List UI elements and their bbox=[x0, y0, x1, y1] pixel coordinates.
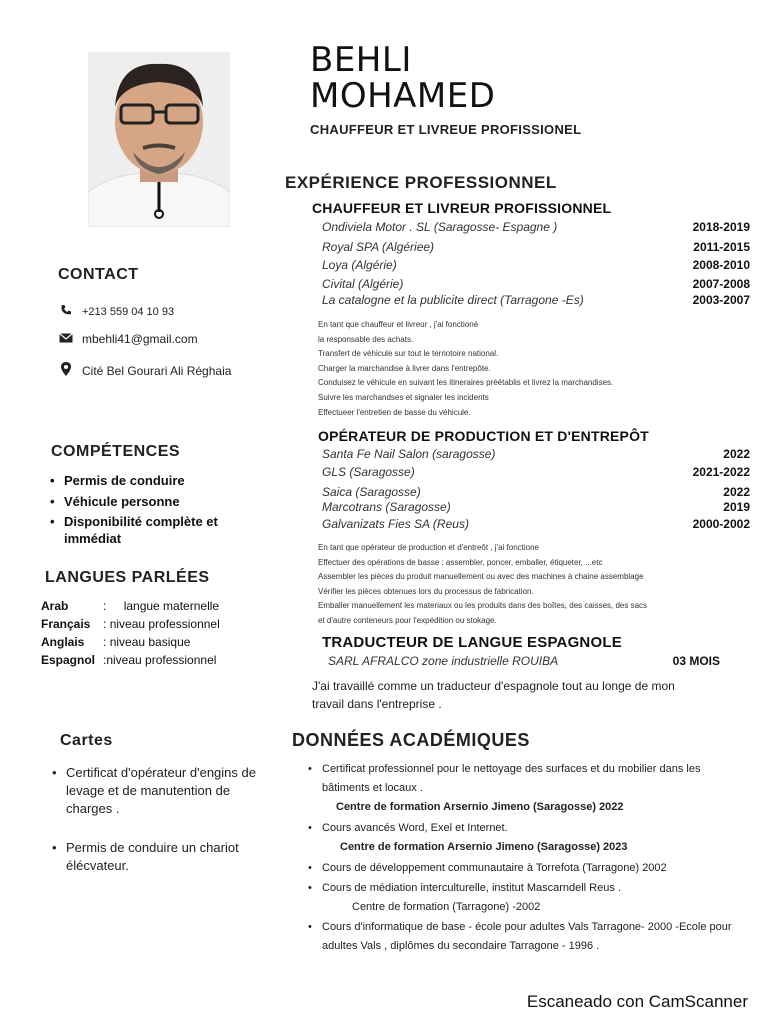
contact-phone bbox=[58, 304, 174, 319]
skill-item: • Disponibilité complète et immédiat bbox=[50, 514, 218, 546]
phone-number[interactable]: +213 559 04 10 93 bbox=[82, 305, 175, 318]
job-title: CHAUFFEUR ET LIVREUE PROFISSIONEL bbox=[310, 122, 582, 137]
skill-item: • Permis de conduire bbox=[50, 473, 185, 488]
job-entry: Ondiviela Motor . SL (Saragosse- Espagne ) 2018-2019 bbox=[322, 220, 750, 234]
phone-icon bbox=[58, 304, 74, 319]
first-name: BEHLI bbox=[310, 40, 412, 80]
job-entry: SARL AFRALCO zone industrielle ROUIBA 03 MOIS bbox=[328, 654, 720, 668]
job-title-operator: OPÉRATEUR DE PRODUCTION ET D'ENTREPÔT bbox=[318, 428, 649, 444]
job-title-translator: TRADUCTEUR DE LANGUE ESPAGNOLE bbox=[322, 634, 622, 651]
academic-item: • Cours d'informatique de base - école pour adultes Vals Tarragone- 2000 -Ecole pour adultes Vals , diplômes du secondaire Tarragone - 1996 . bbox=[308, 921, 732, 952]
email-address[interactable]: mbehli41@gmail.com bbox=[82, 332, 198, 346]
scanner-watermark: Escaneado con CamScanner bbox=[526, 992, 748, 1011]
location-pin-icon bbox=[58, 362, 74, 379]
contact-email bbox=[58, 332, 198, 346]
job-entry: Civital (Algérie) 2007-2008 bbox=[322, 277, 750, 291]
job-entry: Santa Fe Nail Salon (saragosse) 2022 bbox=[322, 447, 750, 461]
contact-address bbox=[58, 362, 231, 379]
address: Cité Bel Gourari Ali Réghaia bbox=[82, 363, 232, 378]
language-row: Anglais : niveau basique bbox=[41, 635, 191, 649]
academic-item: • Cours de médiation interculturelle, institut Mascarndell Reus . Centre de formation (Tarragone) -2002 bbox=[308, 882, 621, 913]
email-icon bbox=[58, 332, 74, 346]
skill-item: • Véhicule personne bbox=[50, 494, 180, 509]
card-item: • Permis de conduire un chariot élécvateur. bbox=[52, 840, 239, 873]
job-entry: Loya (Algérie) 2008-2010 bbox=[322, 258, 750, 272]
language-row: Espagnol :niveau professionnel bbox=[41, 653, 217, 667]
cards-heading: Cartes bbox=[60, 732, 113, 749]
job-description: En tant que opérateur de production et d'entreôt , j'ai fonctione Effectuer des opérations de basse : assembler, poncer, emballer, étiqueter, ...etc Assembler les pièces du produit manuellement ou avec des machines à chaine assemblage Vérifier les pièces obtenues lors du processus de fabrication. Emballer manuellement les materiaux ou les produits dans des boîtes, des caisses, des sacs et d'autre conteneurs pour l'expédition ou stokage. bbox=[318, 543, 648, 625]
card-item: • Certificat d'opérateur d'engins de levage et de manutention de charges . bbox=[52, 765, 256, 816]
job-title-driver: CHAUFFEUR ET LIVREUR PROFISSIONNEL bbox=[312, 200, 612, 216]
job-entry: Galvanizats Fies SA (Reus) 2000-2002 bbox=[322, 517, 750, 531]
language-row: Arab : langue maternelle bbox=[41, 599, 220, 613]
job-entry: Royal SPA (Algériee) 2011-2015 bbox=[322, 240, 750, 254]
academic-item: • Cours de développement communautaire à Torrefota (Tarragone) 2002 bbox=[308, 862, 667, 874]
experience-heading: EXPÉRIENCE PROFESSIONNEL bbox=[285, 173, 557, 192]
academic-item: • Cours avancés Word, Exel et Internet. Centre de formation Arsernio Jimeno (Saragosse) 2023 bbox=[308, 822, 628, 853]
languages-heading: LANGUES PARLÉES bbox=[45, 569, 210, 586]
contact-heading: CONTACT bbox=[58, 266, 139, 283]
job-entry: Marcotrans (Saragosse) 2019 bbox=[322, 500, 750, 514]
academic-item: • Certificat professionnel pour le nettoyage des surfaces et du mobilier dans les bâtiments et locaux . Centre de formation Arsernio Jimeno (Saragosse) 2022 bbox=[308, 763, 701, 813]
job-description: En tant que chauffeur et livreur , j'ai fonctioné la responsable des achats. Transfert de véhicule sur tout le terriotoire national. Charger la marchandise à livrer dans l'entrepôte. Conduisez le véhicule en suivant les itineraires préétablis et livrez la marchandises. Suivre les marchandses et signaler les incidents Effectueer l'entretien de basse du véhicule. bbox=[318, 320, 614, 417]
job-entry: La catalogne et la publicite direct (Tarragone -Es) 2003-2007 bbox=[322, 293, 750, 307]
profile-photo bbox=[88, 52, 230, 227]
academics-heading: DONNÉES ACADÉMIQUES bbox=[292, 730, 530, 750]
full-name bbox=[310, 42, 495, 114]
job-entry: Saica (Saragosse) 2022 bbox=[322, 485, 750, 499]
job-entry: GLS (Saragosse) 2021-2022 bbox=[322, 465, 750, 479]
language-row: Français : niveau professionnel bbox=[41, 617, 220, 631]
last-name: MOHAMED bbox=[310, 76, 496, 116]
job-description: J'ai travaillé comme un traducteur d'espagnole tout au longe de mon travail dans l'entreprise . bbox=[312, 679, 675, 711]
skills-heading: COMPÉTENCES bbox=[51, 443, 181, 460]
